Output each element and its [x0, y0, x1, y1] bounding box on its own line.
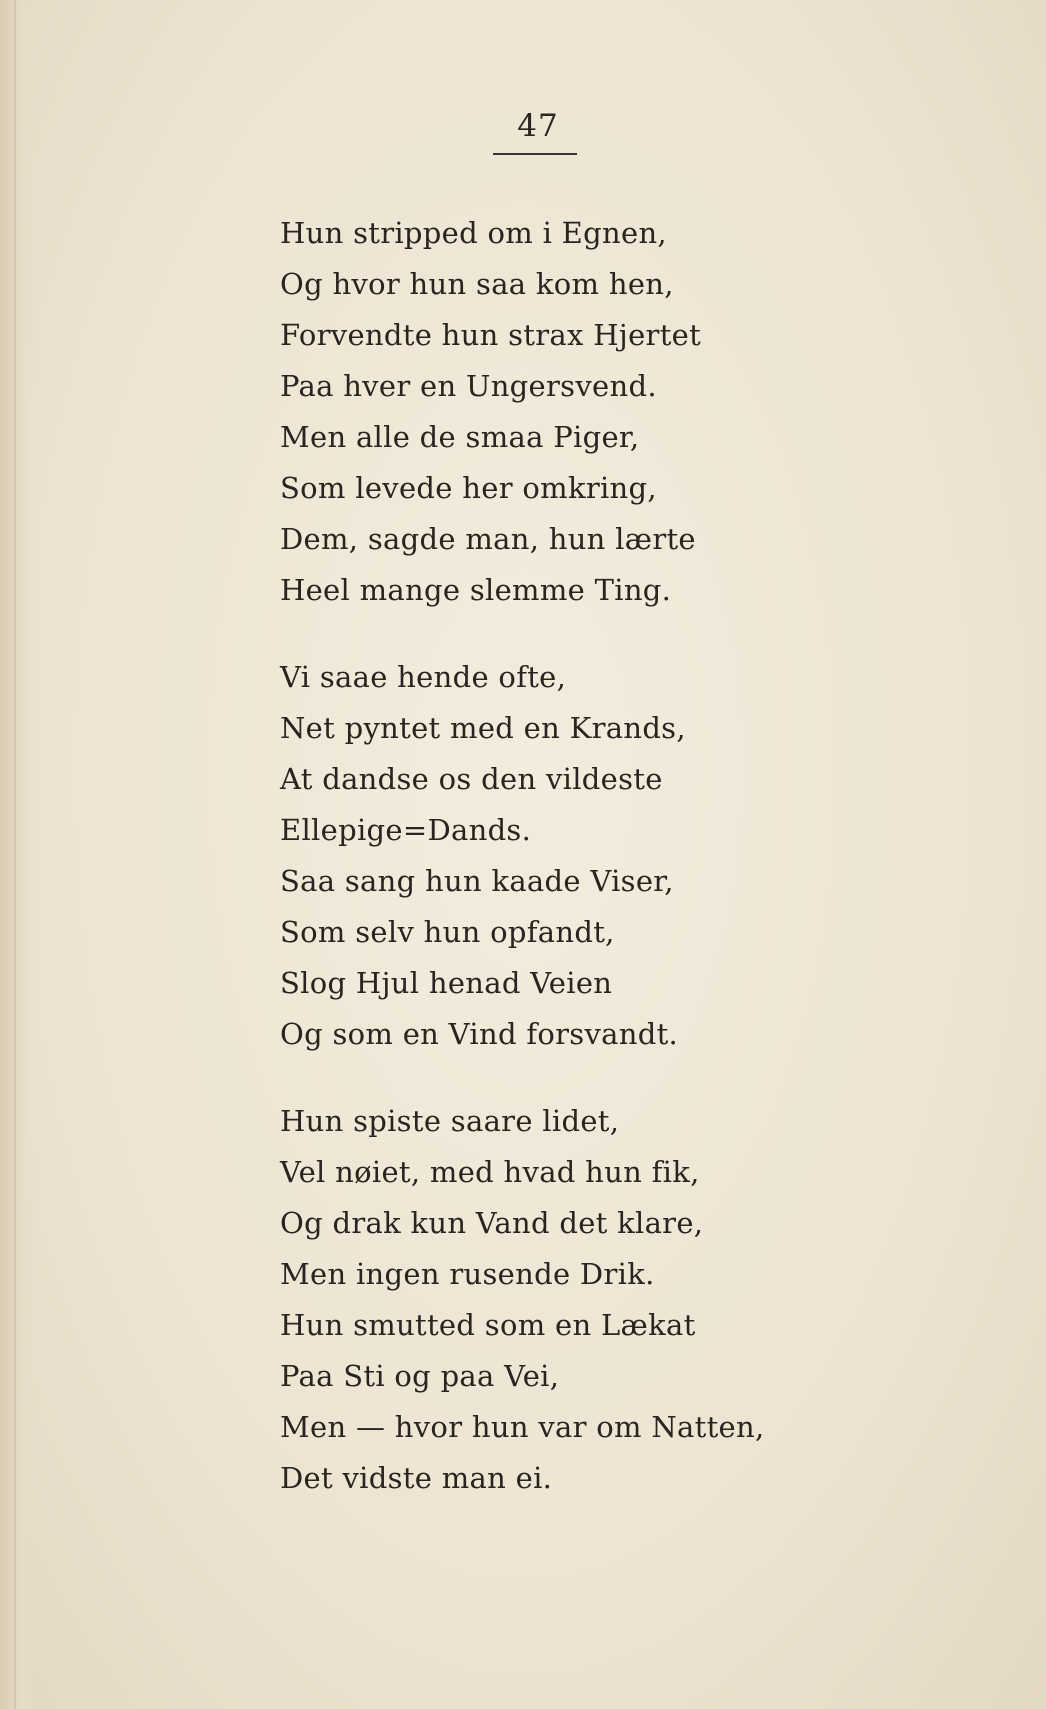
verse-line: Hun smutted som en Lækat [280, 1308, 696, 1342]
page-number: 47 [517, 108, 559, 144]
verse-line: Hun stripped om i Egnen, [280, 216, 667, 250]
verse-line: Heel mange slemme Ting. [280, 573, 672, 607]
verse-line: Og som en Vind forsvandt. [280, 1017, 679, 1051]
verse-line: Som selv hun opfandt, [280, 915, 615, 949]
verse-line: Vi saae hende ofte, [280, 660, 567, 694]
verse-line: Ellepige=Dands. [280, 813, 532, 847]
stanza-1 [280, 208, 701, 616]
verse-line: Men ingen rusende Drik. [280, 1257, 655, 1291]
verse-line: Paa Sti og paa Vei, [280, 1359, 560, 1393]
verse-line: Dem, sagde man, hun lærte [280, 522, 696, 556]
verse-line: Det vidste man ei. [280, 1461, 553, 1495]
verse-line: At dandse os den vildeste [280, 762, 663, 796]
page-number-rule [493, 153, 577, 155]
verse-line: Vel nøiet, med hvad hun fik, [280, 1155, 700, 1189]
verse-line: Men — hvor hun var om Natten, [280, 1410, 765, 1444]
stanza-3 [280, 1096, 764, 1504]
verse-line: Som levede her omkring, [280, 471, 657, 505]
gutter-edge [14, 0, 16, 1709]
verse-line: Slog Hjul henad Veien [280, 966, 613, 1000]
verse-line: Net pyntet med en Krands, [280, 711, 686, 745]
stanza-2 [280, 652, 686, 1060]
verse-line: Men alle de smaa Piger, [280, 420, 640, 454]
verse-line: Hun spiste saare lidet, [280, 1104, 620, 1138]
page-gutter [0, 0, 34, 1709]
verse-line: Saa sang hun kaade Viser, [280, 864, 674, 898]
verse-line: Forvendte hun strax Hjertet [280, 318, 702, 352]
verse-line: Paa hver en Ungersvend. [280, 369, 657, 403]
verse-line: Og hvor hun saa kom hen, [280, 267, 674, 301]
verse-line: Og drak kun Vand det klare, [280, 1206, 704, 1240]
